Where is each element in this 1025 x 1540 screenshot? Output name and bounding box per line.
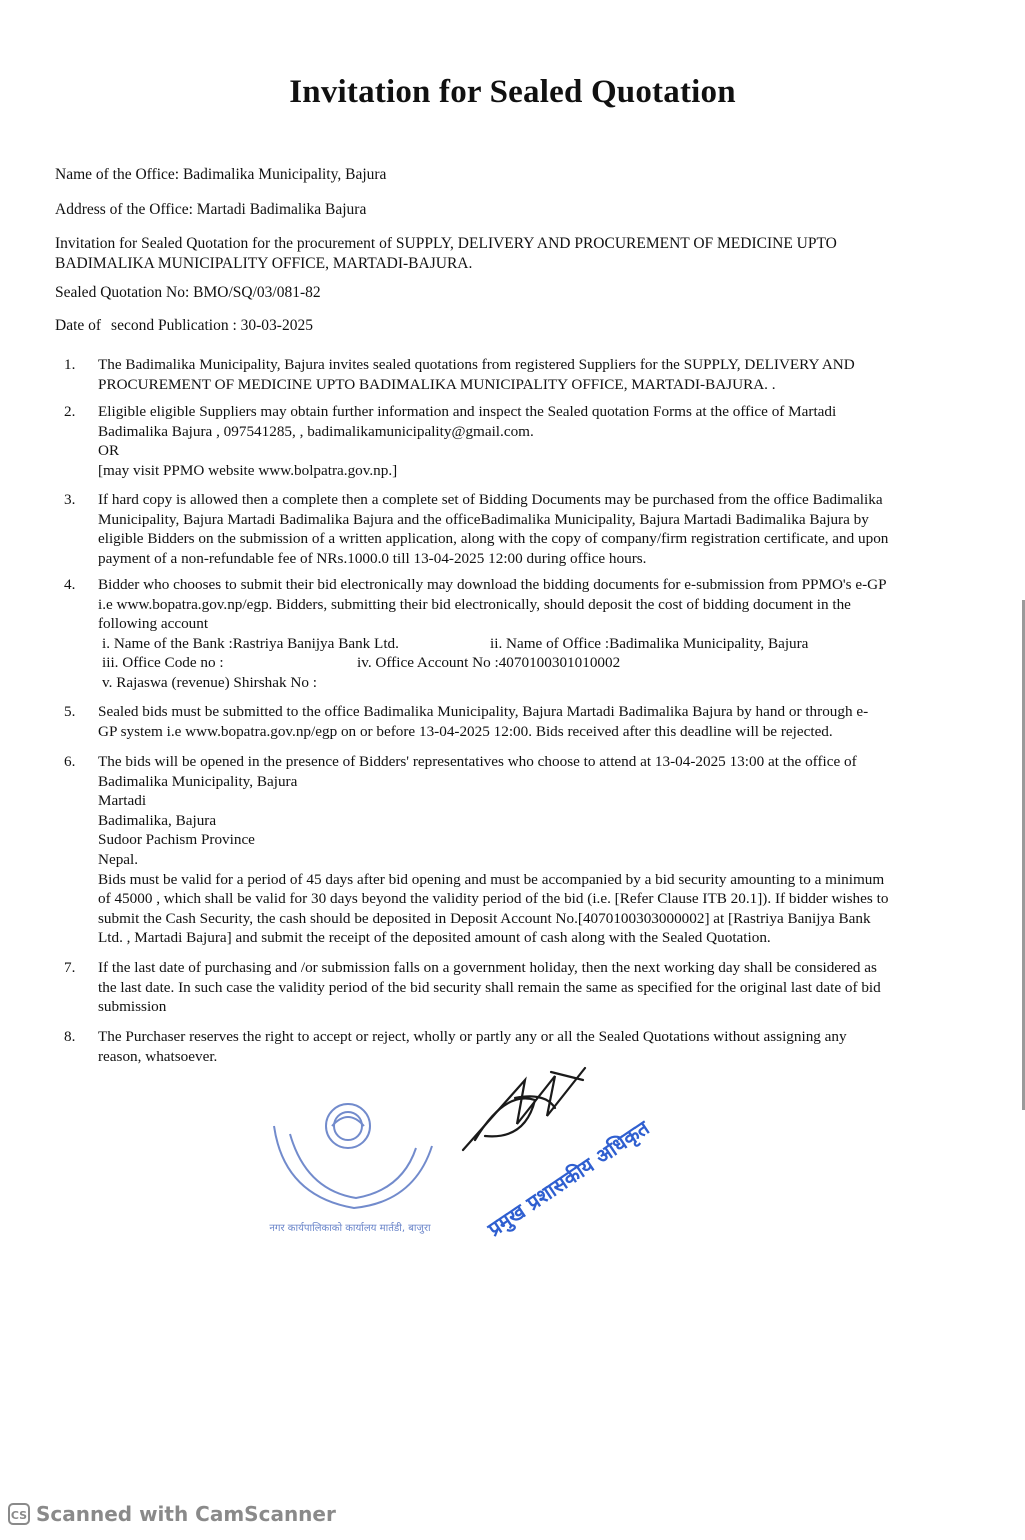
clause-number: 3. (64, 491, 76, 508)
clause-line: The Badimalika Municipality, Bajura invites sealed quotations from registered Suppliers for the SUPPLY, DELIVERY AND (98, 356, 855, 373)
camscanner-watermark (8, 1502, 336, 1526)
clause-line: Badimalika Bajura , 097541285, , badimalikamunicipality@gmail.com. (98, 422, 534, 440)
designation-stamp-icon (470, 1105, 690, 1245)
office-account-number: iv. Office Account No :4070100301010002 (357, 654, 621, 672)
office-address: Address of the Office: Martadi Badimalika Bajura (55, 201, 367, 218)
clause-line: [may visit PPMO website www.bolpatra.gov.np.] (98, 461, 398, 479)
clause-line: Bidder who chooses to submit their bid electronically may download the bidding documents for e-submission from PPMO's e-GP (98, 576, 887, 593)
clause-line: of 45000 , which shall be valid for 30 days beyond the validity period of the bid (i.e. [Refer Clause ITB 20.1]). If bidder wishes to (98, 890, 889, 908)
clause-line: following account (98, 615, 209, 633)
clause-number: 2. (64, 403, 76, 420)
invitation-text (55, 234, 955, 274)
clause-line: Bids must be valid for a period of 45 days after bid opening and must be accompanied by a bid security amounting to a minimum (98, 870, 885, 888)
document-title: Invitation for Sealed Quotation (289, 74, 736, 110)
date-label: Date of (55, 317, 102, 334)
clause-line: Ltd. , Martadi Bajura] and submit the receipt of the deposited amount of cash along with the Sealed Quotation. (98, 929, 771, 947)
clause-line: Badimalika Municipality, Bajura (98, 772, 298, 790)
clause-line: If the last date of purchasing and /or submission falls on a government holiday, then the next working day shall be considered as (98, 959, 877, 976)
office-name-account: ii. Name of Office :Badimalika Municipality, Bajura (490, 634, 809, 652)
clause-line: OR (98, 442, 120, 460)
clause-number: 1. (64, 356, 76, 373)
clause-line: The Purchaser reserves the right to accept or reject, wholly or partly any or all the Sealed Quotations without assigning any (98, 1028, 847, 1045)
office-code: iii. Office Code no : (102, 654, 224, 672)
invitation-line: Invitation for Sealed Quotation for the procurement of SUPPLY, DELIVERY AND PROCUREMENT OF MEDICINE UPTO (55, 235, 837, 252)
municipality-seal-icon (268, 1086, 438, 1246)
publication-date (55, 316, 955, 336)
clause-line: If hard copy is allowed then a complete then a complete set of Bidding Documents may be purchased from the office Badimalika (98, 491, 883, 508)
clause-line: Nepal. (98, 850, 139, 868)
clause-line: GP system i.e www.bopatra.gov.np/egp on or before 13-04-2025 12:00. Bids received after this deadline will be rejected. (98, 722, 833, 740)
account-row (98, 634, 960, 654)
clause-line: Eligible eligible Suppliers may obtain further information and inspect the Sealed quotation Forms at the office of Martadi (98, 403, 837, 420)
clause-number: 4. (64, 576, 76, 593)
clause-line: Badimalika, Bajura (98, 811, 217, 829)
clause-line: Martadi (98, 792, 147, 810)
clause-line: submission (98, 998, 167, 1016)
camscanner-logo-icon: CS (8, 1503, 30, 1525)
bank-name: i. Name of the Bank :Rastriya Banijya Bank Ltd. (102, 634, 399, 652)
seal-text: नगर कार्यपालिकाको कार्यालय मार्तडी, बाजुरा (269, 1223, 431, 1234)
clause-line: reason, whatsoever. (98, 1047, 218, 1065)
clause-number: 8. (64, 1028, 76, 1045)
revenue-heading: v. Rajaswa (revenue) Shirshak No : (102, 673, 317, 691)
clause-line: payment of a non-refundable fee of NRs.1000.0 till 13-04-2025 12:00 during office hours. (98, 549, 647, 567)
invitation-line: BADIMALIKA MUNICIPALITY OFFICE, MARTADI-BAJURA. (55, 255, 473, 272)
watermark-label: Scanned with CamScanner (36, 1502, 336, 1526)
clause-line: Sudoor Pachism Province (98, 831, 255, 849)
office-name: Name of the Office: Badimalika Municipality, Bajura (55, 166, 387, 183)
account-row (98, 653, 960, 673)
clause-line: The bids will be opened in the presence of Bidders' representatives who choose to attend at 13-04-2025 13:00 at the office of (98, 753, 857, 770)
account-row (98, 673, 960, 693)
clause-number: 5. (64, 703, 76, 720)
clause-line: Municipality, Bajura Martadi Badimalika Bajura and the officeBadimalika Municipality, Bajura Martadi Badimalika Bajura by (98, 510, 869, 528)
clause-line: eligible Bidders on the submission of a written application, along with the copy of company/firm registration certificate, and upon (98, 530, 889, 548)
quotation-number: Sealed Quotation No: BMO/SQ/03/081-82 (55, 284, 321, 301)
clause-line: the last date. In such case the validity period of the bid security shall remain the same as specified for the original last date of bid (98, 978, 881, 996)
clause-line: PROCUREMENT OF MEDICINE UPTO BADIMALIKA MUNICIPALITY OFFICE, MARTADI-BAJURA. . (98, 375, 776, 393)
clause-line: i.e www.bopatra.gov.np/egp. Bidders, submitting their bid electronically, should deposit the cost of bidding document in the (98, 595, 851, 613)
designation-text: प्रमुख प्रशासकीय अधिकृत (483, 1115, 654, 1242)
clause-line: submit the Cash Security, the cash should be deposited in Deposit Account No.[4070100303000002] at [Rastriya Banijya Bank (98, 909, 871, 927)
clause-number: 7. (64, 959, 76, 976)
clause-line: Sealed bids must be submitted to the office Badimalika Municipality, Bajura Martadi Badimalika Bajura by hand or through e- (98, 703, 869, 720)
clause-number: 6. (64, 753, 76, 770)
date-value: second Publication : 30-03-2025 (111, 317, 313, 334)
